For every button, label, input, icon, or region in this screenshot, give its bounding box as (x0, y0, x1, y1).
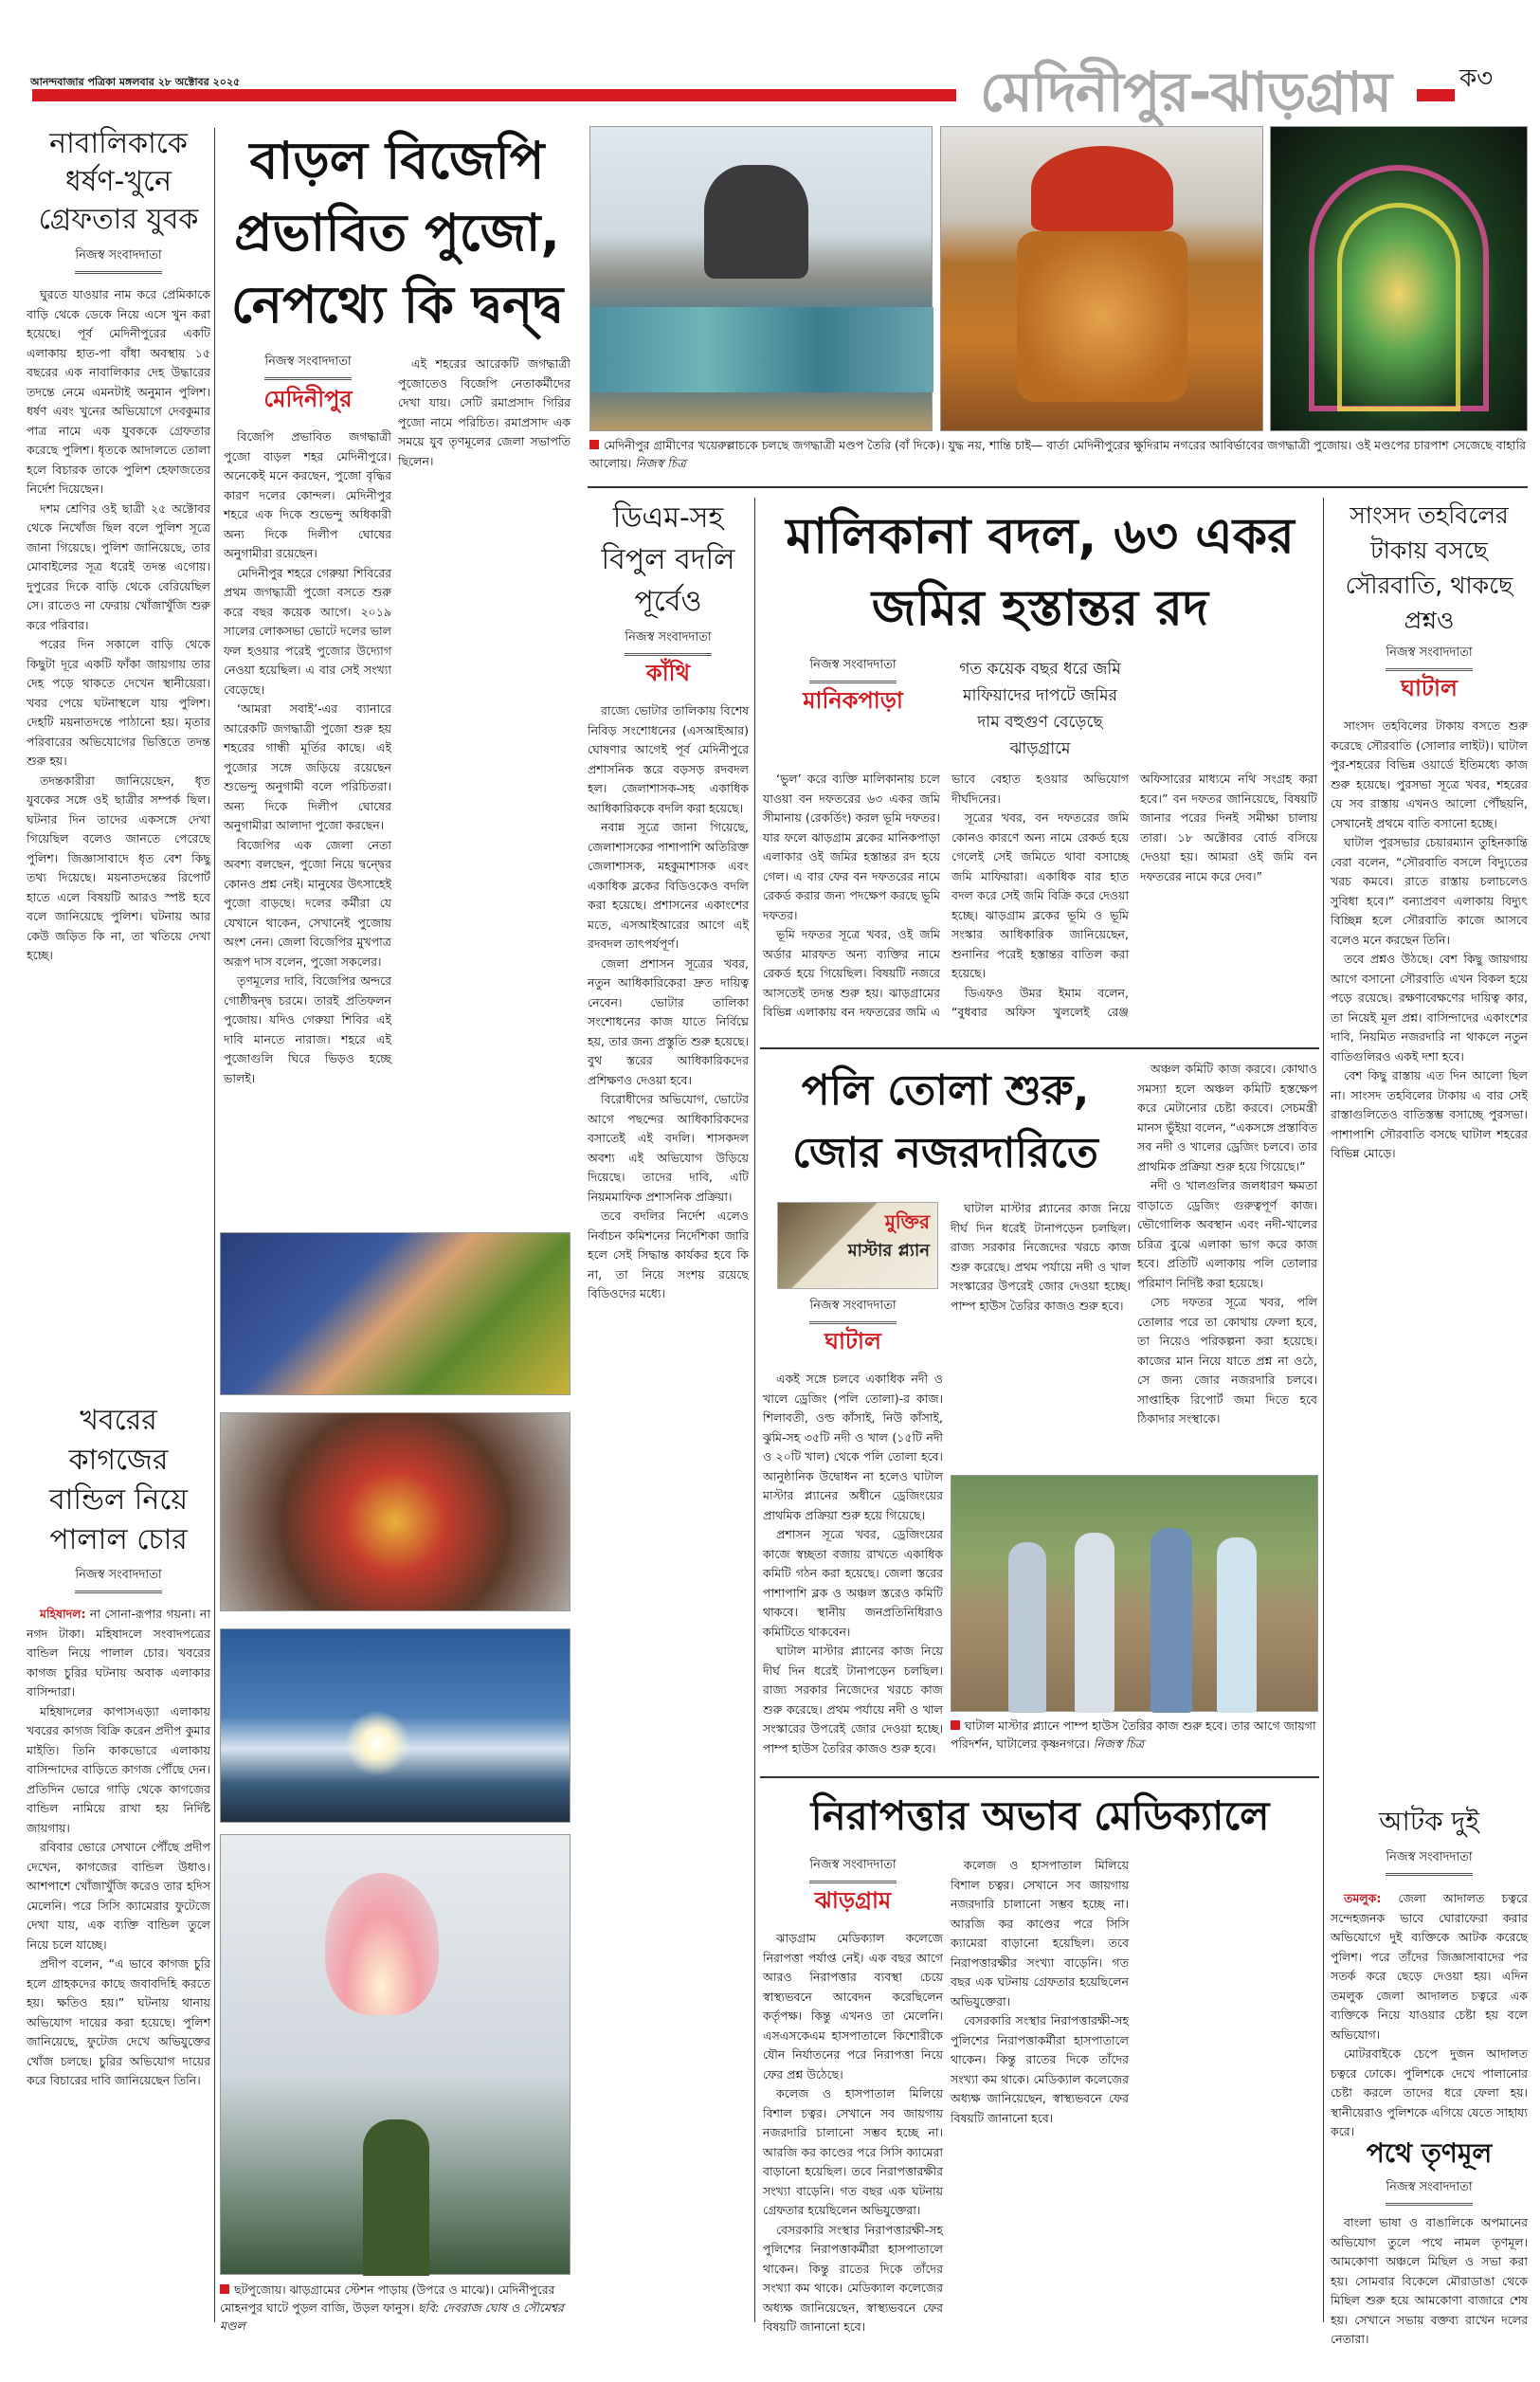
paragraph: বেসরকারি সংস্থার নিরাপত্তারক্ষী-সহ পুলিশের নিরাপত্তাকর্মীরা হাসপাতালে থাকেন। কিন্তু রাতের দিকে তাঁদের সংখ্যা কম থাকে। মেডিক্যাল কলেজের অধ্যক্ষ জানিয়েছেন, স্বাস্থ্যভবনে ফের বিষয়টি জানানো হবে। (951, 2013, 1129, 2125)
paragraph: বিজেপির এক জেলা নেতা অবশ্য বলছেন, পুজো নিয়ে দ্বন্দ্বের কোনও প্রশ্ন নেই। মানুষের উৎসাহেই পুজো বাড়ছে। দলের কর্মীরা যে যেখানে থাকেন, সেখানেই পুজোয় অংশ নেন। জেলা বিজেপির মুখপাত্র অরূপ দাস বলেন, পুজো সকলের। (224, 837, 391, 969)
face-shape (1017, 231, 1187, 402)
paragraph: প্রদীপ বলেন, “এ ভাবে কাগজ চুরি হলে গ্রাহকদের কাছে জবাবদিহি করতে হয়। ক্ষতিও হয়।” ঘটনায় থানায় অভিযোগ দায়ের করা হয়েছে। পুলিশ জানিয়েছে, ফুটেজ দেখে অভিযুক্তের খোঁজ চলছে। চুরির অভিযোগ দায়ের করে বিচারের দাবি জানিয়েছেন তিনি। (27, 1956, 210, 2087)
section-divider (588, 486, 1528, 488)
section-divider (760, 1776, 1319, 1778)
caption-text: ঘাটাল মাস্টার প্ল্যানে পাম্প হাউস তৈরির কাজ শুরু হবে। তার আগে জায়গা পরিদর্শন, ঘাটালের কৃষ্ণনগরে। (951, 1718, 1316, 1751)
paragraph: নদী ও খালগুলির জলধারণ ক্ষমতা বাড়াতে ড্রেজিং গুরুত্বপূর্ণ কাজ। ভৌগোলিক অবস্থান এবং নদী-খালের চরিত্র বুঝে এলাকা ভাগ করে কাজ হবে। প্রতিটি এলাকায় পলি তোলার পরিমাণ নির্দিষ্ট করা হয়েছে। (1137, 1178, 1317, 1290)
paragraph: কলেজ ও হাসপাতাল মিলিয়ে বিশাল চত্বর। সেখানে সব জায়গায় নজরদারি চালানো সম্ভব হচ্ছে না। আরজি কর কাণ্ডের পরে সিসি ক্যামেরা বাড়ানো হয়েছিল। তবে নিরাপত্তারক্ষীর সংখ্যা বাড়েনি। গত বছর এক ঘটনায় গ্রেফতার হয়েছিলেন অভিযুক্তেরা। (763, 2086, 943, 2217)
story-body-continued (951, 1199, 1131, 1469)
column-divider (754, 498, 755, 2322)
paragraph: জেলা প্রশাসন সূত্রের খবর, নতুন আধিকারিকেরা দ্রুত দায়িত্ব নেবেন। ভোটার তালিকা সংশোধনের কাজ যাতে নির্বিঘ্নে হয়, তার জন্য প্রস্তুতি শুরু হয়েছে। বুথ স্তরের আধিকারিকদের প্রশিক্ষণও দেওয়া হবে। (588, 955, 749, 1087)
story-arrest (1331, 1801, 1528, 2138)
story-land-dateline-block (763, 656, 943, 721)
person-shape (1217, 1537, 1257, 1713)
byline: নিজস্ব সংবাদদাতা (809, 1856, 896, 1883)
story-body (588, 701, 749, 2322)
column-divider (214, 128, 215, 2322)
paragraph: সেচ দফতর সূত্রে খবর, পলি তোলার পরে তা কোথায় ফেলা হবে, তা নিয়েও পরিকল্পনা করা হয়েছে। কাজের মান নিয়ে যাতে প্রশ্ন না ওঠে, সে জন্য জোর নজরদারি চলবে। সাপ্তাহিক রিপোর্ট জমা দিতে হবে ঠিকাদার সংস্থাকে। (1137, 1295, 1317, 1426)
photo-chhath-crowd (220, 1412, 571, 1611)
paragraph: পরের দিন সকালে বাড়ি থেকে কিছুটা দূরে একটি ফাঁকা জায়গায় তার দেহ পড়ে থাকতে দেখেন স্থানীয়েরা। খবর পেয়ে ঘটনাস্থলে যায় পুলিশ। দেহটি ময়নাতদন্তে পাঠানো হয়। মৃতার পরিবারের অভিযোগের ভিত্তিতে তদন্ত শুরু হয়। (27, 637, 210, 768)
dateline-place: ঘাটাল (824, 1328, 881, 1355)
story-bjp-puja (224, 125, 571, 341)
paragraph: তবে বদলির নির্দেশ এলেও নির্বাচন কমিশনের নির্দেশিকা জারি হলে সেই সিদ্ধান্ত কার্যকর হবে কি না, তা নিয়ে সংশয় রয়েছে বিডিওদের মধ্যে। (588, 1209, 749, 1300)
headline: আটক দুই (1379, 1806, 1479, 1837)
paragraph: একই সঙ্গে চলবে একাধিক নদী ও খালে ড্রেজিং (পলি তোলা)-র কাজ। শিলাবতী, ওল্ড কাঁসাই, নিউ কাঁসাই, ঝুমি-সহ ৩৫টি নদী ও খাল (১৫টি নদী ও ২০টি খাল) থেকে পলি তোলা হবে।আনুষ্ঠানিক উদ্বোধন না হলেও ঘাটাল মাস্টার প্ল্যানের অধীনে ড্রেজিংয়ের প্রাথমিক প্রক্রিয়া শুরু হয়ে গিয়েছে। (763, 1372, 943, 1522)
byline: নিজস্ব সংবাদদাতা (809, 656, 896, 683)
firework-spark (344, 1710, 410, 1776)
logo-text: মুক্তির (884, 1210, 930, 1233)
headline: খবরের কাগজের বান্ডিল নিয়ে পালাল চোর (48, 1404, 189, 1556)
paragraph: সাংসদ তহবিলের টাকায় বসতে শুরু করেছে সৌরবাতি (সোলার লাইট)। ঘাটাল পুর-শহরের বিভিন্ন ওয়ার্ডে ইতিমধ্যে কাজ শুরু হয়েছে। পুরসভা সূত্রে খবর, শহরের যে সব রাস্তায় এখনও আলো পৌঁছয়নি, সেখানেই প্রথমে বাতি বসানো হচ্ছে। (1331, 718, 1528, 830)
photo-site-inspection (951, 1475, 1318, 1712)
left-photo-caption (220, 2281, 571, 2335)
paragraph: দশম শ্রেণির ওই ছাত্রী ২৫ অক্টোবর থেকে নিখোঁজ ছিল বলে পুলিশ সূত্রে জানা গিয়েছে। পুলিশ জানিয়েছে, তার মোবাইলের সূত্র ধরেই তদন্ত এগোয়। দুপুরের দিকে বাড়ি থেকে বেরিয়েছিল সে। রাতেও না ফেরায় খোঁজাখুঁজি শুরু করে পরিবার। (27, 500, 210, 632)
dateline-lead: মহিষাদল: (40, 1607, 86, 1621)
paragraph: নবান্ন সূত্রে জানা গিয়েছে, জেলাশাসকের পাশাপাশি অতিরিক্ত জেলাশাসক, মহকুমাশাসক এবং একাধিক ব্লকের বিডিওকেও বদলি করা হয়েছে। প্রশাসনের একাংশের মতে, এসআইআরের আগে এই রদবদল তাৎপর্যপূর্ণ। (588, 820, 749, 951)
story-body (1331, 2213, 1528, 2346)
story-bjp-dateline-block (224, 353, 392, 420)
paragraph: জেলা আদালত চত্বরে সন্দেহজনক ভাবে ঘোরাফেরা করার অভিযোগে দুই ব্যক্তিকে আটক করেছে পুলিশ। পরে তাঁদের জিজ্ঞাসাবাদের পর সতর্ক করে ছেড়ে দেওয়া হয়। এদিন তমলুক জেলা আদালত চত্বরে এক ব্যক্তিকে নিয়ে যাওয়ার চেষ্টা হয় বলে অভিযোগ। (1331, 1891, 1528, 2042)
photo-credit: নিজস্ব চিত্র (1093, 1736, 1145, 1751)
page-number: ক৩ (1459, 64, 1494, 93)
photo-sky-lantern (220, 1834, 571, 2275)
paragraph: না সোনা-রূপার গয়না। না নগদ টাকা। মহিষাদলে সংবাদপত্রের বান্ডিল নিয়ে পালাল চোর। খবরের কাগজ চুরির ঘটনায় অবাক এলাকার বাসিন্দারা। (27, 1607, 210, 1699)
paragraph: ঘুরতে যাওয়ার নাম করে প্রেমিকাকে বাড়ি থেকে ডেকে নিয়ে এসে খুন করা হয়েছে। পূর্ব মেদিনীপুরের একটি এলাকায় হাত-পা বাঁধা অবস্থায় ১৫ বছরের এক নাবালিকার দেহ উদ্ধারের তদন্তে নেমে এমনটাই অনুমান পুলিশ। ধর্ষণ এবং খুনের অভিযোগে দেবকুমার পাত্র নামে এক যুবককে গ্রেফতার করেছে পুলিশ। ধৃতকে আদালতে তোলা হলে বিচারক তাকে পুলিশ হেফাজতের নির্দেশ দিয়েছেন। (27, 287, 210, 496)
paragraph: ভূমি দফতর সূত্রে খবর, ওই জমি অর্ডার মারফত অন্য ব্যক্তির নামে রেকর্ড হয়ে গিয়েছিল। বিষয়টি নজরে আসতেই তদন্ত শুরু হয়। ঝাড়গ্রামের বিভিন্ন এলাকায় বন দফতরের জমি এ ভাবে বেহাত হওয়ার অভিযোগ দীর্ঘদিনের। (763, 772, 1129, 1019)
paragraph: রবিবার ভোরে সেখানে পৌঁছে প্রদীপ দেখেন, কাগজের বান্ডিল উধাও। আশপাশে খোঁজাখুঁজি করেও তার হদিস মেলেনি। পরে সিসি ক্যামেরার ফুটেজে দেখা যায়, এক ব্যক্তি বান্ডিল তুলে নিয়ে চলে যাচ্ছে। (27, 1840, 210, 1952)
story-solar-lights (1331, 498, 1528, 1782)
photo-face-mandap (940, 126, 1263, 431)
paragraph: প্রশাসন সূত্রে খবর, ড্রেজিংয়ের কাজে স্বচ্ছতা বজায় রাখতে একাধিক কমিটি গঠন করা হয়েছে। জেলা স্তরের পাশাপাশি ব্লক ও অঞ্চল স্তরেও কমিটি থাকবে। স্থানীয় জনপ্রতিনিধিরাও কমিটিতে থাকবেন। (763, 1527, 943, 1639)
caption-marker-icon (951, 1720, 960, 1730)
paragraph: বিরোধীদের অভিযোগ, ভোটের আগে পছন্দের আধিকারিকদের বসাতেই এই বদলি। শাসকদল অবশ্য এই অভিযোগ উড়িয়ে দিয়েছে। তাদের দাবি, এটি নিয়মমাফিক প্রশাসনিক প্রক্রিয়া। (588, 1092, 749, 1204)
lead-headline: বাড়ল বিজেপি প্রভাবিত পুজো, নেপথ্যে কি দ্বন্দ্ব (230, 131, 564, 335)
story-body (763, 770, 1317, 1039)
dateline-place: কাঁথি (645, 660, 691, 686)
logo-text: মাস্টার প্ল্যান (847, 1241, 930, 1261)
paragraph: ‘ভুল’ করে ব্যক্তি মালিকানায় চলে যাওয়া বন দফতরের ৬৩ একর জমি সীমানায় (রেকর্ডিং) করল ভূমি দফতর। যার ফলে ঝাড়গ্রাম ব্লকের মানিকপাড়া এলাকার ওই জমির হস্তান্তর রদ হয়ে গেল। এ বার ফের বন দফতরের নামে রেকর্ড করার জন্য পদক্ষেপ করছে ভূমি দফতর। (763, 772, 940, 922)
photo-chhath-offering (220, 1232, 571, 1395)
lantern-shape (325, 1873, 439, 2015)
dateline-place: ঝাড়গ্রাম (814, 1887, 892, 1914)
dateline-place: মেদিনীপুর (263, 386, 353, 412)
person-shape (1075, 1533, 1114, 1713)
headline: পলি তোলা শুরু, জোর নজরদারিতে (792, 1066, 1098, 1177)
paper-date-line: আনন্দবাজার পত্রিকা মঙ্গলবার ২৮ অক্টোবর ২০২৫ (30, 76, 241, 88)
story-body-continued (951, 1856, 1318, 2322)
person-shape (1150, 1528, 1192, 1713)
paragraph: বাংলা ভাষা ও বাঙালিকে অপমানের অভিযোগ তুলে পথে নামল তৃণমূল। আমকোণা অঞ্চলে মিছিল ও সভা করা হয়। সোমবার বিকেলে মৌরাডাঙা থেকে মিছিল শুরু হয়ে আমকোণা বাজারে শেষ হয়। সেখানে সভায় বক্তব্য রাখেন দলের নেতারা। (1331, 2215, 1528, 2346)
story-medical-dateline-block (763, 1856, 943, 1921)
story-newspaper-theft (27, 1401, 210, 2322)
paragraph: বিজেপি প্রভাবিত জগদ্ধাত্রী পুজো বাড়ল শহর মেদিনীপুরে। অনেকেই মনে করছেন, পুজো বৃদ্ধির কারণ দলের কোন্দল। মেদিনীপুর শহরে এক দিকে শুভেন্দু অধিকারী অন্য দিকে দিলীপ ঘোষের অনুগামীরা রয়েছেন। (224, 429, 391, 560)
master-plan-logo (777, 1202, 938, 1289)
photo-mandap-construction (589, 126, 933, 431)
paragraph: ঘাটাল মাস্টার প্ল্যানের কাজ নিয়ে দীর্ঘ দিন ধরেই টানাপড়েন চলছিল। রাজ্য সরকার নিজেদের খরচে কাজ শুরু করেছে। প্রথম পর্যায়ে নদী ও খাল সংস্কারের উপরেই জোর দেওয়া হচ্ছে। পাম্প হাউস তৈরির কাজও শুরু হবে। (763, 1644, 943, 1755)
paragraph: ঘাটাল পুরসভার চেয়ারম্যান তুহিনকান্তি বেরা বলেন, “সৌরবাতি বসলে বিদ্যুতের খরচ কমবে। রাতে রাস্তায় চলাচলেও সুবিধা হবে।” বন্যাপ্রবণ এলাকায় বিদ্যুৎ বিচ্ছিন্ন হলে সৌরবাতি কাজে আসবে বলেও মনে করছেন তিনি। (1331, 835, 1528, 947)
paragraph: তদন্তকারীরা জানিয়েছেন, ধৃত যুবকের সঙ্গে ওই ছাত্রীর সম্পর্ক ছিল। ঘটনার দিন তাদের একসঙ্গে দেখা গিয়েছিল বলেও জানতে পেরেছে পুলিশ। জিজ্ঞাসাবাদে ধৃত বেশ কিছু তথ্য দিয়েছে। ময়নাতদন্তের রিপোর্ট হাতে এলে বিষয়টি আরও স্পষ্ট হবে বলে জানিয়েছে পুলিশ। ঘটনায় আর কেউ জড়িত কি না, তা খতিয়ে দেখা হচ্ছে। (27, 773, 210, 962)
paragraph: এই শহরের আরেকটি জগদ্ধাত্রী পুজোতেও বিজেপি নেতাকর্মীদের দেখা যায়। সেটি রমাপ্রসাদ গিরির পুজো নামে পরিচিত। রমাপ্রসাদ এক সময়ে যুব তৃণমূলের জেলা সভাপতি ছিলেন। (398, 356, 571, 468)
statue-shape (704, 165, 808, 279)
byline: নিজস্ব সংবাদদাতা (1386, 644, 1472, 671)
section-masthead (959, 55, 1412, 129)
headline: সাংসদ তহবিলের টাকায় বসছে সৌরবাতি, থাকছে প্রশ্নও (1345, 501, 1513, 634)
pull-quote: গত কয়েক বছর ধরে জমি মাফিয়াদের দাপটে জমির দাম বহুগুণ বেড়েছে ঝাড়গ্রামে (959, 660, 1121, 758)
story-side-body (1137, 1060, 1317, 1469)
dateline-place: মানিকপাড়া (803, 687, 903, 714)
story-body (27, 285, 210, 1365)
byline: নিজস্ব সংবাদদাতা (75, 1566, 161, 1593)
caption-marker-icon (589, 440, 599, 449)
dateline-place: ঘাটাল (1401, 675, 1458, 701)
tent-shape (590, 307, 933, 392)
story-body (1331, 717, 1528, 1782)
section-divider (760, 1047, 1319, 1049)
byline: নিজস্ব সংবাদদাতা (1386, 2178, 1472, 2206)
paragraph: ঘাটাল মাস্টার প্ল্যানের কাজ নিয়ে দীর্ঘ দিন ধরেই টানাপড়েন চলছিল। রাজ্য সরকার নিজেদের খরচে কাজ শুরু করেছে। প্রথম পর্যায়ে নদী ও খাল সংস্কারের উপরেই জোর দেওয়া হচ্ছে। পাম্প হাউস তৈরির কাজও শুরু হবে। (951, 1201, 1131, 1313)
headline: নিরাপত্তার অভাব মেডিক্যালে (810, 1792, 1270, 1839)
headline: মালিকানা বদল, ৬৩ একর জমির হস্তান্তর রদ (786, 508, 1295, 637)
headline: ডিএম-সহ বিপুল বদলি পূর্বেও (601, 501, 735, 618)
story-body (763, 1929, 943, 2334)
byline: নিজস্ব সংবাদদাতা (75, 246, 161, 274)
byline: নিজস্ব সংবাদদাতা (809, 1297, 896, 1324)
dome-shape (1031, 146, 1173, 231)
paragraph: তবে প্রশ্নও উঠছে। বেশ কিছু জায়গায় আগে বসানো সৌরবাতি এখন বিকল হয়ে পড়ে রয়েছে। রক্ষণাবেক্ষণের দায়িত্ব কার, তা নিয়েই মূল প্রশ্ন। বাসিন্দাদের একাংশের দাবি, নিয়মিত নজরদারি না থাকলে নতুন বাতিগুলিরও একই দশা হবে। (1331, 952, 1528, 1064)
header-red-bar (32, 89, 956, 101)
light-arch (1337, 203, 1460, 411)
paragraph: ডিএফও উমর ইমাম বলেন, “বুধবার অফিস খুললেই রেঞ্জ অফিসারের মাধ্যমে নথি সংগ্রহ করা হবে।” বন দফতর জানিয়েছে, বিষয়টি জানার পরের দিনই সমীক্ষা চালায় তারা। ১৮ অক্টোবর বোর্ড বসিয়ে দেওয়া হয়। আমরা ওই জমি বন দফতরের নামে করে দেব।” (951, 772, 1317, 1019)
paragraph: তৃণমূলের দাবি, বিজেপির অন্দরে গোষ্ঠীদ্বন্দ্ব চরমে। তারই প্রতিফলন পুজোয়। যদিও গেরুয়া শিবির এই দাবি মানতে নারাজ। শহরে এই পুজোগুলি ঘিরে ভিড়ও হচ্ছে ভালই। (224, 973, 391, 1085)
byline: নিজস্ব সংবাদদাতা (625, 628, 711, 656)
story-body (224, 427, 571, 1214)
photo-fireworks-ghat (220, 1628, 571, 1823)
paragraph: মেদিনীপুর শহরে গেরুয়া শিবিরের প্রথম জগদ্ধাত্রী পুজো বসতে শুরু করে বছর কয়েক আগে। ২০১৯ সালের লোকসভা ভোটে দলের ভাল ফল হওয়ার পরেই পুজোর উদ্যোগ নেওয়া হয়েছিল। এ বার সেই সংখ্যা বেড়েছে। (224, 565, 391, 697)
byline: নিজস্ব সংবাদদাতা (264, 353, 351, 380)
silt-photo-caption (951, 1717, 1318, 1753)
person-shape (1008, 1542, 1046, 1713)
masthead-text: মেদিনীপুর-ঝাড়গ্রাম (980, 60, 1391, 124)
paragraph: রাজ্যে ভোটার তালিকায় বিশেষ নিবিড় সংশোধনের (এসআইআর) ঘোষণার আগেই পূর্ব মেদিনীপুরে প্রশাসনিক স্তরে বড়সড় রদবদল হল। জেলাশাসক-সহ একাধিক আধিকারিককে বদলি করা হয়েছে। (588, 703, 749, 815)
header-red-bar (1417, 89, 1455, 101)
person-shape (363, 2119, 429, 2276)
story-aside (398, 355, 571, 468)
paragraph: অঞ্চল কমিটি কাজ করবে। কোথাও সমস্যা হলে অঞ্চল কমিটি হস্তক্ষেপ করে মেটানোর চেষ্টা করবে। সেচমন্ত্রী মানস ভুঁইয়া বলেন, “একসঙ্গে প্রস্তাবিত সব নদী ও খালের ড্রেজিং চলবে। তার প্রাথমিক প্রক্রিয়া শুরু হয়ে গিয়েছে।” (1137, 1062, 1317, 1173)
story-body (763, 1370, 943, 1771)
story-minor-murder (27, 125, 210, 1365)
top-photo-caption (589, 436, 1528, 472)
byline: নিজস্ব সংবাদদাতা (1386, 1848, 1472, 1876)
paragraph: কলেজ ও হাসপাতাল মিলিয়ে বিশাল চত্বর। সেখানে সব জায়গায় নজরদারি চালানো সম্ভব হচ্ছে না। আরজি কর কাণ্ডের পরে সিসি ক্যামেরা বাড়ানো হয়েছিল। তবে নিরাপত্তারক্ষীর সংখ্যা বাড়েনি। গত বছর এক ঘটনায় গ্রেফতার হয়েছিলেন অভিযুক্তেরা। (951, 1858, 1129, 2009)
paragraph: ঝাড়গ্রাম মেডিক্যাল কলেজে নিরাপত্তা পর্যাপ্ত নেই। এক বছর আগে আরও নিরাপত্তার ব্যবস্থা চেয়ে স্বাস্থ্যভবনে আবেদন করেছিলেন কর্তৃপক্ষ। কিন্তু এখনও তা মেলেনি। এসএসকেএম হাসপাতালে কিশোরীকে যৌন নির্যাতনের পরে নিরাপত্তা নিয়ে ফের প্রশ্ন উঠেছে। (763, 1931, 943, 2082)
paragraph: বেসরকারি সংস্থার নিরাপত্তারক্ষী-সহ পুলিশের নিরাপত্তাকর্মীরা হাসপাতালে থাকেন। কিন্তু রাতের দিকে তাঁদের সংখ্যা কম থাকে। মেডিক্যাল কলেজের অধ্যক্ষ জানিয়েছেন, স্বাস্থ্যভবনে ফের বিষয়টি জানানো হবে। (763, 2222, 943, 2334)
story-tmc (1331, 2133, 1528, 2346)
photo-credit: নিজস্ব চিত্র (635, 456, 686, 470)
paragraph: মহিষাদলের কাপাসএড়্যা এলাকায় খবরের কাগজ বিক্রি করেন প্রদীপ কুমার মাইতি। তিনি কাকভোরে এলাকায় বাসিন্দাদের বাড়িতে কাগজ পৌঁছে দেন। প্রতিদিন ভোরে গাড়ি থেকে কাগজের বান্ডিল নামিয়ে রাখা হয় নির্দিষ্ট জায়গায়। (27, 1703, 210, 1835)
story-silt-dateline-block (763, 1297, 943, 1362)
story-dm-transfer (588, 498, 749, 2322)
story-body (1331, 1889, 1528, 2138)
paragraph: সূত্রের খবর, বন দফতরের জমি কোনও কারণে অন্য নামে রেকর্ড হয়ে গেলেই সেই জমিতে থাবা বসাচ্ছে জমি মাফিয়ারা। একাধিক বার হাত বদল করে সেই জমি বিক্রি করে দেওয়া হচ্ছে। ঝাড়গ্রাম ব্লকের ভূমি ও ভূমি সংস্কার আধিকারিক জানিয়েছেন, শুনানির পরেই হস্তান্তর বাতিল করা হয়েছে। (951, 810, 1129, 980)
headline: পথে তৃণমূল (1366, 2137, 1493, 2169)
headline: নাবালিকাকে ধর্ষণ-খুনে গ্রেফতার যুবক (38, 127, 199, 236)
dateline-lead: তমলুক: (1344, 1891, 1382, 1905)
photo-light-decoration (1270, 126, 1528, 431)
column-divider (1323, 498, 1324, 2322)
paragraph: বেশ কিছু রাস্তায় এত দিন আলো ছিল না। সাংসদ তহবিলের টাকায় এ বার সেই রাস্তাগুলিতেও বাতিস্তম্ভ বসাচ্ছে পুরসভা। পাশাপাশি সৌরবাতি বসছে ঘাটাল শহরের বিভিন্ন মোড়ে। (1331, 1068, 1528, 1160)
paragraph: মোটরবাইকে চেপে দুজন আদালত চত্বরে ঢোকে। পুলিশকে দেখে পালানোর চেষ্টা করলে তাদের ধরে ফেলা হয়। স্থানীয়েরাও পুলিশকে এগিয়ে যেতে সাহায্য করে। (1331, 2046, 1528, 2138)
story-body (27, 1605, 210, 2322)
paragraph: ‘আমরা সবাই’-এর ব্যানারে আরেকটি জগদ্ধাত্রী পুজো শুরু হয় শহরের গান্ধী মূর্তির কাছে। এই পুজোর সঙ্গে জড়িয়ে রয়েছেন শুভেন্দু অনুগামী বলে পরিচিতরা। অন্য দিকে দিলীপ ঘোষের অনুগামীরা আলাদা পুজো করছেন। (224, 701, 391, 832)
caption-text: মেদিনীপুর গ্রামীণের খয়েরুল্লাচকে চলছে জগদ্ধাত্রী মণ্ডপ তৈরি (বাঁ দিকে)। যুদ্ধ নয়, শান্তি চাই— বার্তা মেদিনীপুরের ক্ষুদিরাম নগরের আবির্ভাবের জগদ্ধাত্রী পুজোয়। ওই মণ্ডপের চারপাশ সেজেছে বাহারি আলোয়। (589, 438, 1526, 470)
caption-marker-icon (220, 2284, 229, 2294)
caption-text: ছটপুজোয়। ঝাড়গ্রামের স্টেশন পাড়ায় (উপরে ও মাঝে)। মেদিনীপুরের মোহনপুর ঘাটে পুড়ল বাজি, উড়ল ফানুস। (220, 2282, 555, 2315)
photo-credit: ছবি: দেবরাজ ঘোষ ও সৌমেশ্বর মণ্ডল (220, 2300, 564, 2333)
